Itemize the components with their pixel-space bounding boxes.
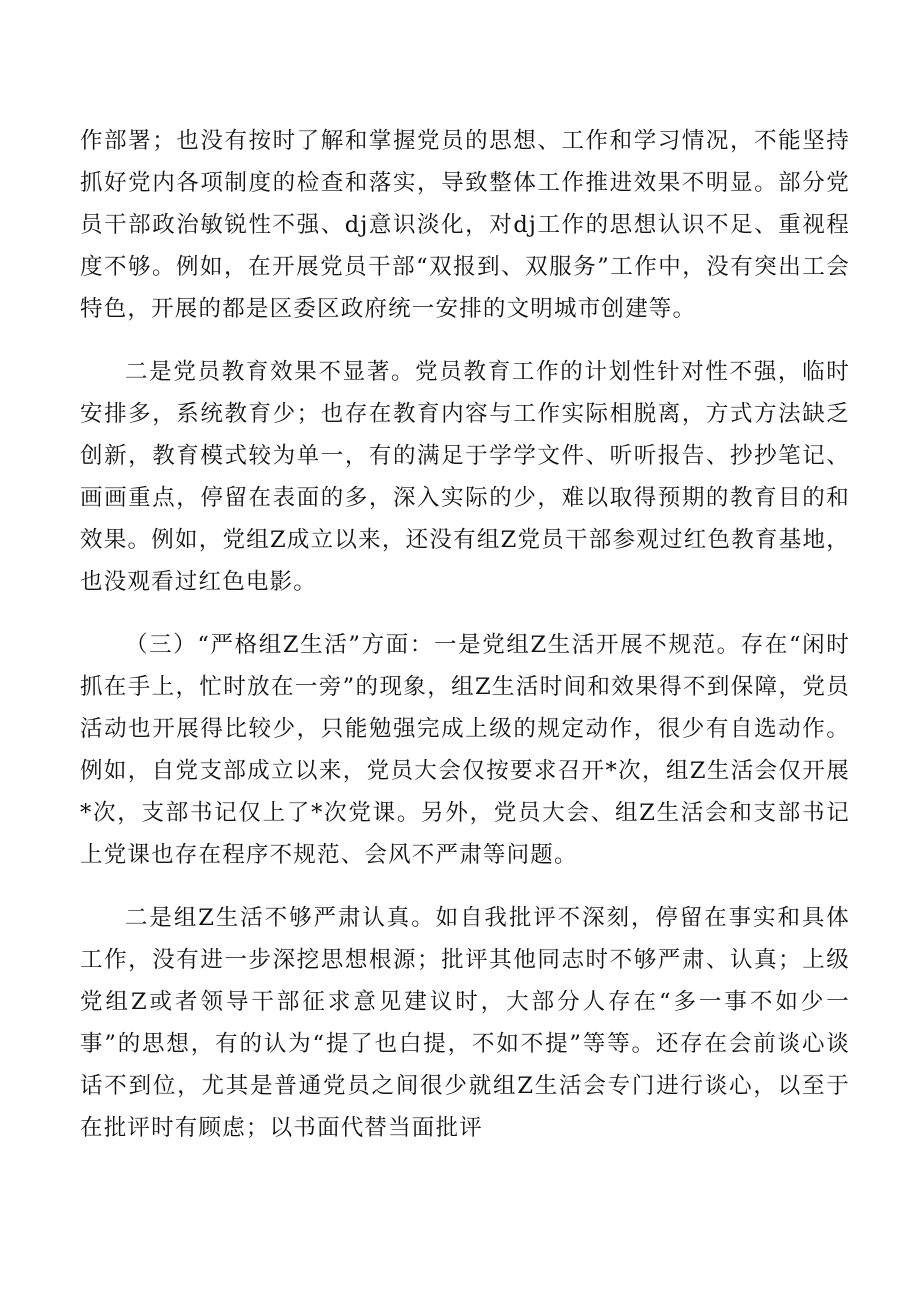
paragraph-criticism: 二是组Z生活不够严肃认真。如自我批评不深刻，停留在事实和具体工作，没有进一步深挖思想根源；批评其他同志时不够严肃、认真；上级党组Z或者领导干部征求意见建议时，大部分人存在“多一事不如少一事”的思想，有的认为“提了也白提，不如不提”等等。还存在会前谈心谈话不到位，尤其是普通党员之间很少就组Z生活会专门进行谈心，以至于在批评时有顾虑；以书面代替当面批评: [80, 905, 850, 1141]
paragraph-party-education: 二是党员教育效果不显著。党员教育工作的计划性针对性不强，临时安排多，系统教育少；也存在教育内容与工作实际相脱离，方式方法缺乏创新，教育模式较为单一，有的满足于学学文件、听听报告、抄抄笔记、画画重点，停留在表面的多，深入实际的少，难以取得预期的教育目的和效果。例如，党组Z成立以来，还没有组Z党员干部参观过红色教育基地，也没观看过红色电影。: [80, 359, 850, 595]
paragraph-organization-life: （三）“严格组Z生活”方面：一是党组Z生活开展不规范。存在“闲时抓在手上，忙时放在一旁”的现象，组Z生活时间和效果得不到保障，党员活动也开展得比较少，只能勉强完成上级的规定动作，很少有自选动作。例如，自党支部成立以来，党员大会仅按要求召开*次，组Z生活会仅开展*次，支部书记仅上了*次党课。另外，党员大会、组Z生活会和支部书记上党课也存在程序不规范、会风不严肃等问题。: [80, 632, 850, 868]
paragraph-work-deployment: 作部署；也没有按时了解和掌握党员的思想、工作和学习情况，不能坚持抓好党内各项制度的检查和落实，导致整体工作推进效果不明显。部分党员干部政治敏锐性不强、dj意识淡化，对dj工作的思想认识不足、重视程度不够。例如，在开展党员干部“双报到、双服务”工作中，没有突出工会特色，开展的都是区委区政府统一安排的文明城市创建等。: [80, 128, 850, 322]
document-body: [80, 120, 850, 1170]
